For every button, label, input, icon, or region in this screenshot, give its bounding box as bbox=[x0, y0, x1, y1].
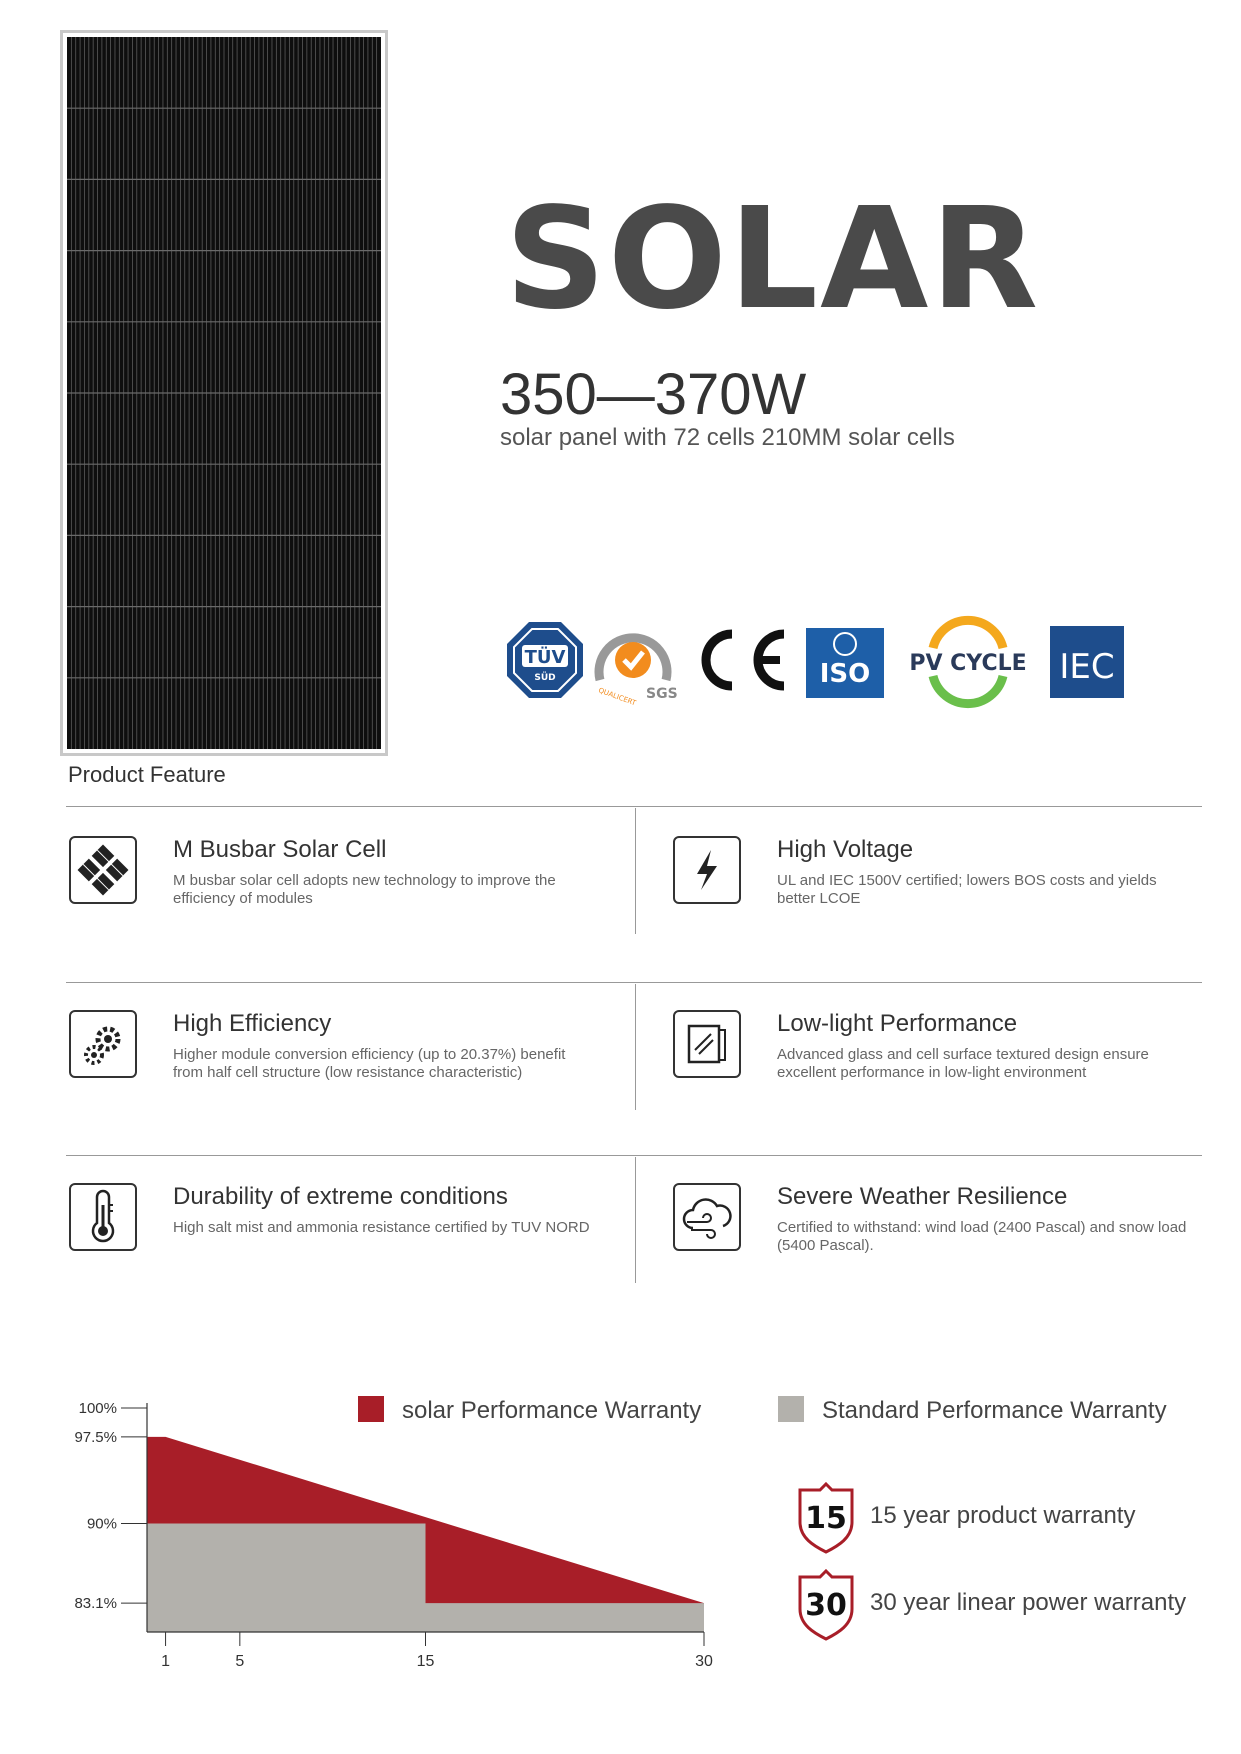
feature-description: High salt mist and ammonia resistance certified by TUV NORD bbox=[173, 1219, 590, 1236]
feature-description: Higher module conversion efficiency (up to 20.37%) benefit from half cell structure (low resistance characteristic) bbox=[173, 1046, 566, 1081]
product-subtitle: solar panel with 72 cells 210MM solar cells bbox=[500, 424, 955, 451]
lightning-icon bbox=[673, 836, 741, 904]
warranty-label: 30 year linear power warranty bbox=[870, 1589, 1187, 1616]
warranty-chart bbox=[60, 1390, 740, 1680]
divider bbox=[66, 982, 1202, 983]
legend-label: solar Performance Warranty bbox=[402, 1397, 702, 1424]
thermometer-icon bbox=[69, 1183, 137, 1251]
legend-item-solar bbox=[358, 1396, 701, 1425]
warranty-badge-item bbox=[796, 1569, 1216, 1639]
feature-description: M busbar solar cell adopts new technology to improve the efficiency of modules bbox=[173, 872, 556, 907]
sgs-qualicert-logo bbox=[592, 620, 678, 708]
glass-panel-icon bbox=[673, 1010, 741, 1078]
warranty-label: 15 year product warranty bbox=[870, 1502, 1136, 1529]
svg-text:PV CYCLE: PV CYCLE bbox=[909, 651, 1027, 676]
svg-text:ISO: ISO bbox=[819, 659, 871, 689]
legend-label: Standard Performance Warranty bbox=[822, 1397, 1167, 1424]
divider bbox=[66, 1155, 1202, 1156]
solar-panel-cells bbox=[67, 37, 381, 749]
svg-text:QUALICERT: QUALICERT bbox=[597, 686, 638, 708]
feature-title: Durability of extreme conditions bbox=[173, 1183, 508, 1210]
feature-title: Low-light Performance bbox=[777, 1010, 1018, 1037]
y-tick-label: 83.1% bbox=[74, 1595, 117, 1613]
solar-panel-image bbox=[60, 30, 388, 756]
gears-icon bbox=[69, 1010, 137, 1078]
feature-title: High Voltage bbox=[777, 836, 914, 863]
y-tick-label: 100% bbox=[78, 1400, 117, 1417]
feature-description: Advanced glass and cell surface textured design ensure excellent performance in low-light environment bbox=[777, 1046, 1149, 1081]
y-tick-label: 97.5% bbox=[74, 1428, 117, 1446]
svg-text:IEC: IEC bbox=[1059, 647, 1115, 687]
svg-text:SGS: SGS bbox=[646, 686, 678, 702]
feature-description: Certified to withstand: wind load (2400 Pascal) and snow load (5400 Pascal). bbox=[777, 1219, 1187, 1254]
iso-logo bbox=[806, 620, 884, 700]
shield-icon bbox=[796, 1482, 856, 1554]
ce-mark-logo bbox=[690, 620, 790, 700]
svg-text:15: 15 bbox=[805, 1501, 847, 1536]
legend-swatch bbox=[358, 1396, 384, 1422]
divider bbox=[635, 1157, 636, 1283]
page-title: SOLAR bbox=[505, 178, 1041, 341]
feature-title: High Efficiency bbox=[173, 1010, 332, 1037]
iec-logo bbox=[1050, 620, 1124, 700]
legend-item-standard bbox=[778, 1396, 1167, 1425]
svg-text:TÜV: TÜV bbox=[524, 647, 566, 668]
power-range: 350—370W bbox=[500, 362, 807, 427]
x-tick-label: 30 bbox=[695, 1653, 713, 1670]
feature-title: M Busbar Solar Cell bbox=[173, 836, 387, 863]
pv-cycle-logo bbox=[903, 620, 1033, 700]
warranty-badge-item bbox=[796, 1482, 1216, 1552]
shield-icon bbox=[796, 1569, 856, 1641]
section-label: Product Feature bbox=[68, 762, 226, 787]
svg-text:30: 30 bbox=[805, 1588, 847, 1623]
tuv-sud-logo bbox=[505, 620, 585, 700]
y-tick-label: 90% bbox=[86, 1515, 117, 1533]
cloud-wind-icon bbox=[673, 1183, 741, 1251]
divider bbox=[635, 808, 636, 934]
divider bbox=[66, 806, 1202, 807]
x-tick-label: 15 bbox=[416, 1653, 435, 1670]
legend-swatch bbox=[778, 1396, 804, 1422]
feature-description: UL and IEC 1500V certified; lowers BOS costs and yields better LCOE bbox=[777, 872, 1157, 907]
feature-title: Severe Weather Resilience bbox=[777, 1183, 1068, 1210]
divider bbox=[635, 984, 636, 1110]
x-tick-label: 5 bbox=[235, 1653, 245, 1670]
x-tick-label: 1 bbox=[161, 1653, 171, 1670]
svg-text:SÜD: SÜD bbox=[534, 673, 556, 683]
cell-grid-icon bbox=[69, 836, 137, 904]
